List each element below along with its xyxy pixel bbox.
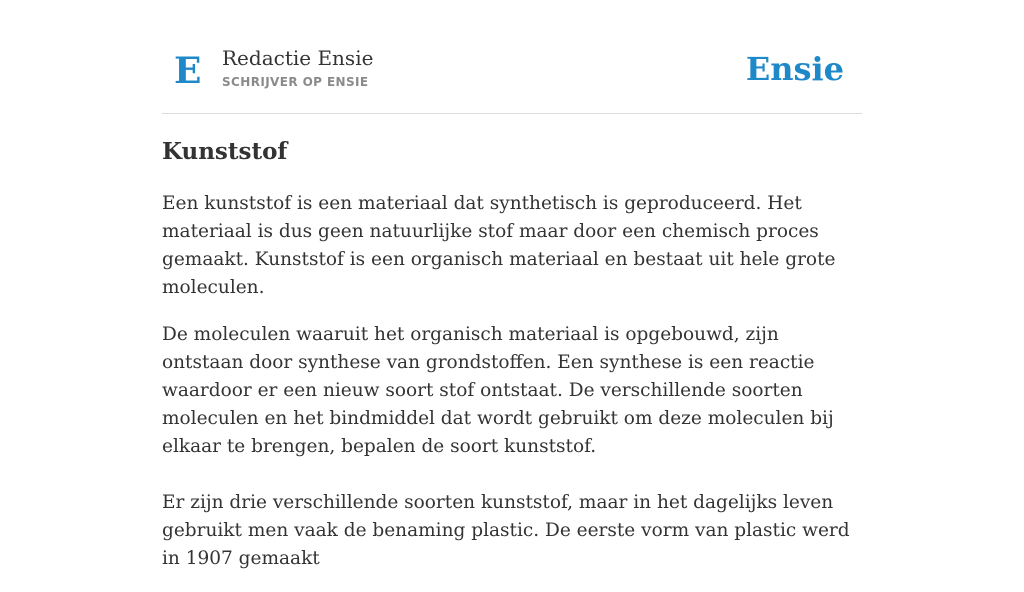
- ensie-logo[interactable]: Ensie: [745, 50, 844, 88]
- author-name[interactable]: Redactie Ensie: [222, 46, 374, 70]
- author-role: SCHRIJVER OP ENSIE: [222, 75, 369, 89]
- article-paragraph: Er zijn drie verschillende soorten kunststof, maar in het dagelijks leven gebruikt men vaak de benaming plastic. De eerste vorm van plastic werd in 1907 gemaakt: [162, 492, 850, 569]
- article-paragraph: De moleculen waaruit het organisch materiaal is opgebouwd, zijn ontstaan door synthese van grondstoffen. Een synthese is een reactie waardoor er een nieuw soort stof ontstaat. De verschillende soorten moleculen en het bindmiddel dat wordt gebruikt om deze moleculen bij elkaar te brengen, bepalen de soort kunststof.: [162, 324, 834, 457]
- article-card: [162, 0, 862, 569]
- article-body: [162, 190, 862, 592]
- article-paragraph: Een kunststof is een materiaal dat synthetisch is geproduceerd. Het materiaal is dus geen natuurlijke stof maar door een chemisch proces gemaakt. Kunststof is een organisch materiaal en bestaat uit hele grote moleculen.: [162, 193, 836, 298]
- article-title: Kunststof: [162, 138, 288, 165]
- article-header: [162, 0, 862, 114]
- author-avatar[interactable]: E: [174, 50, 202, 92]
